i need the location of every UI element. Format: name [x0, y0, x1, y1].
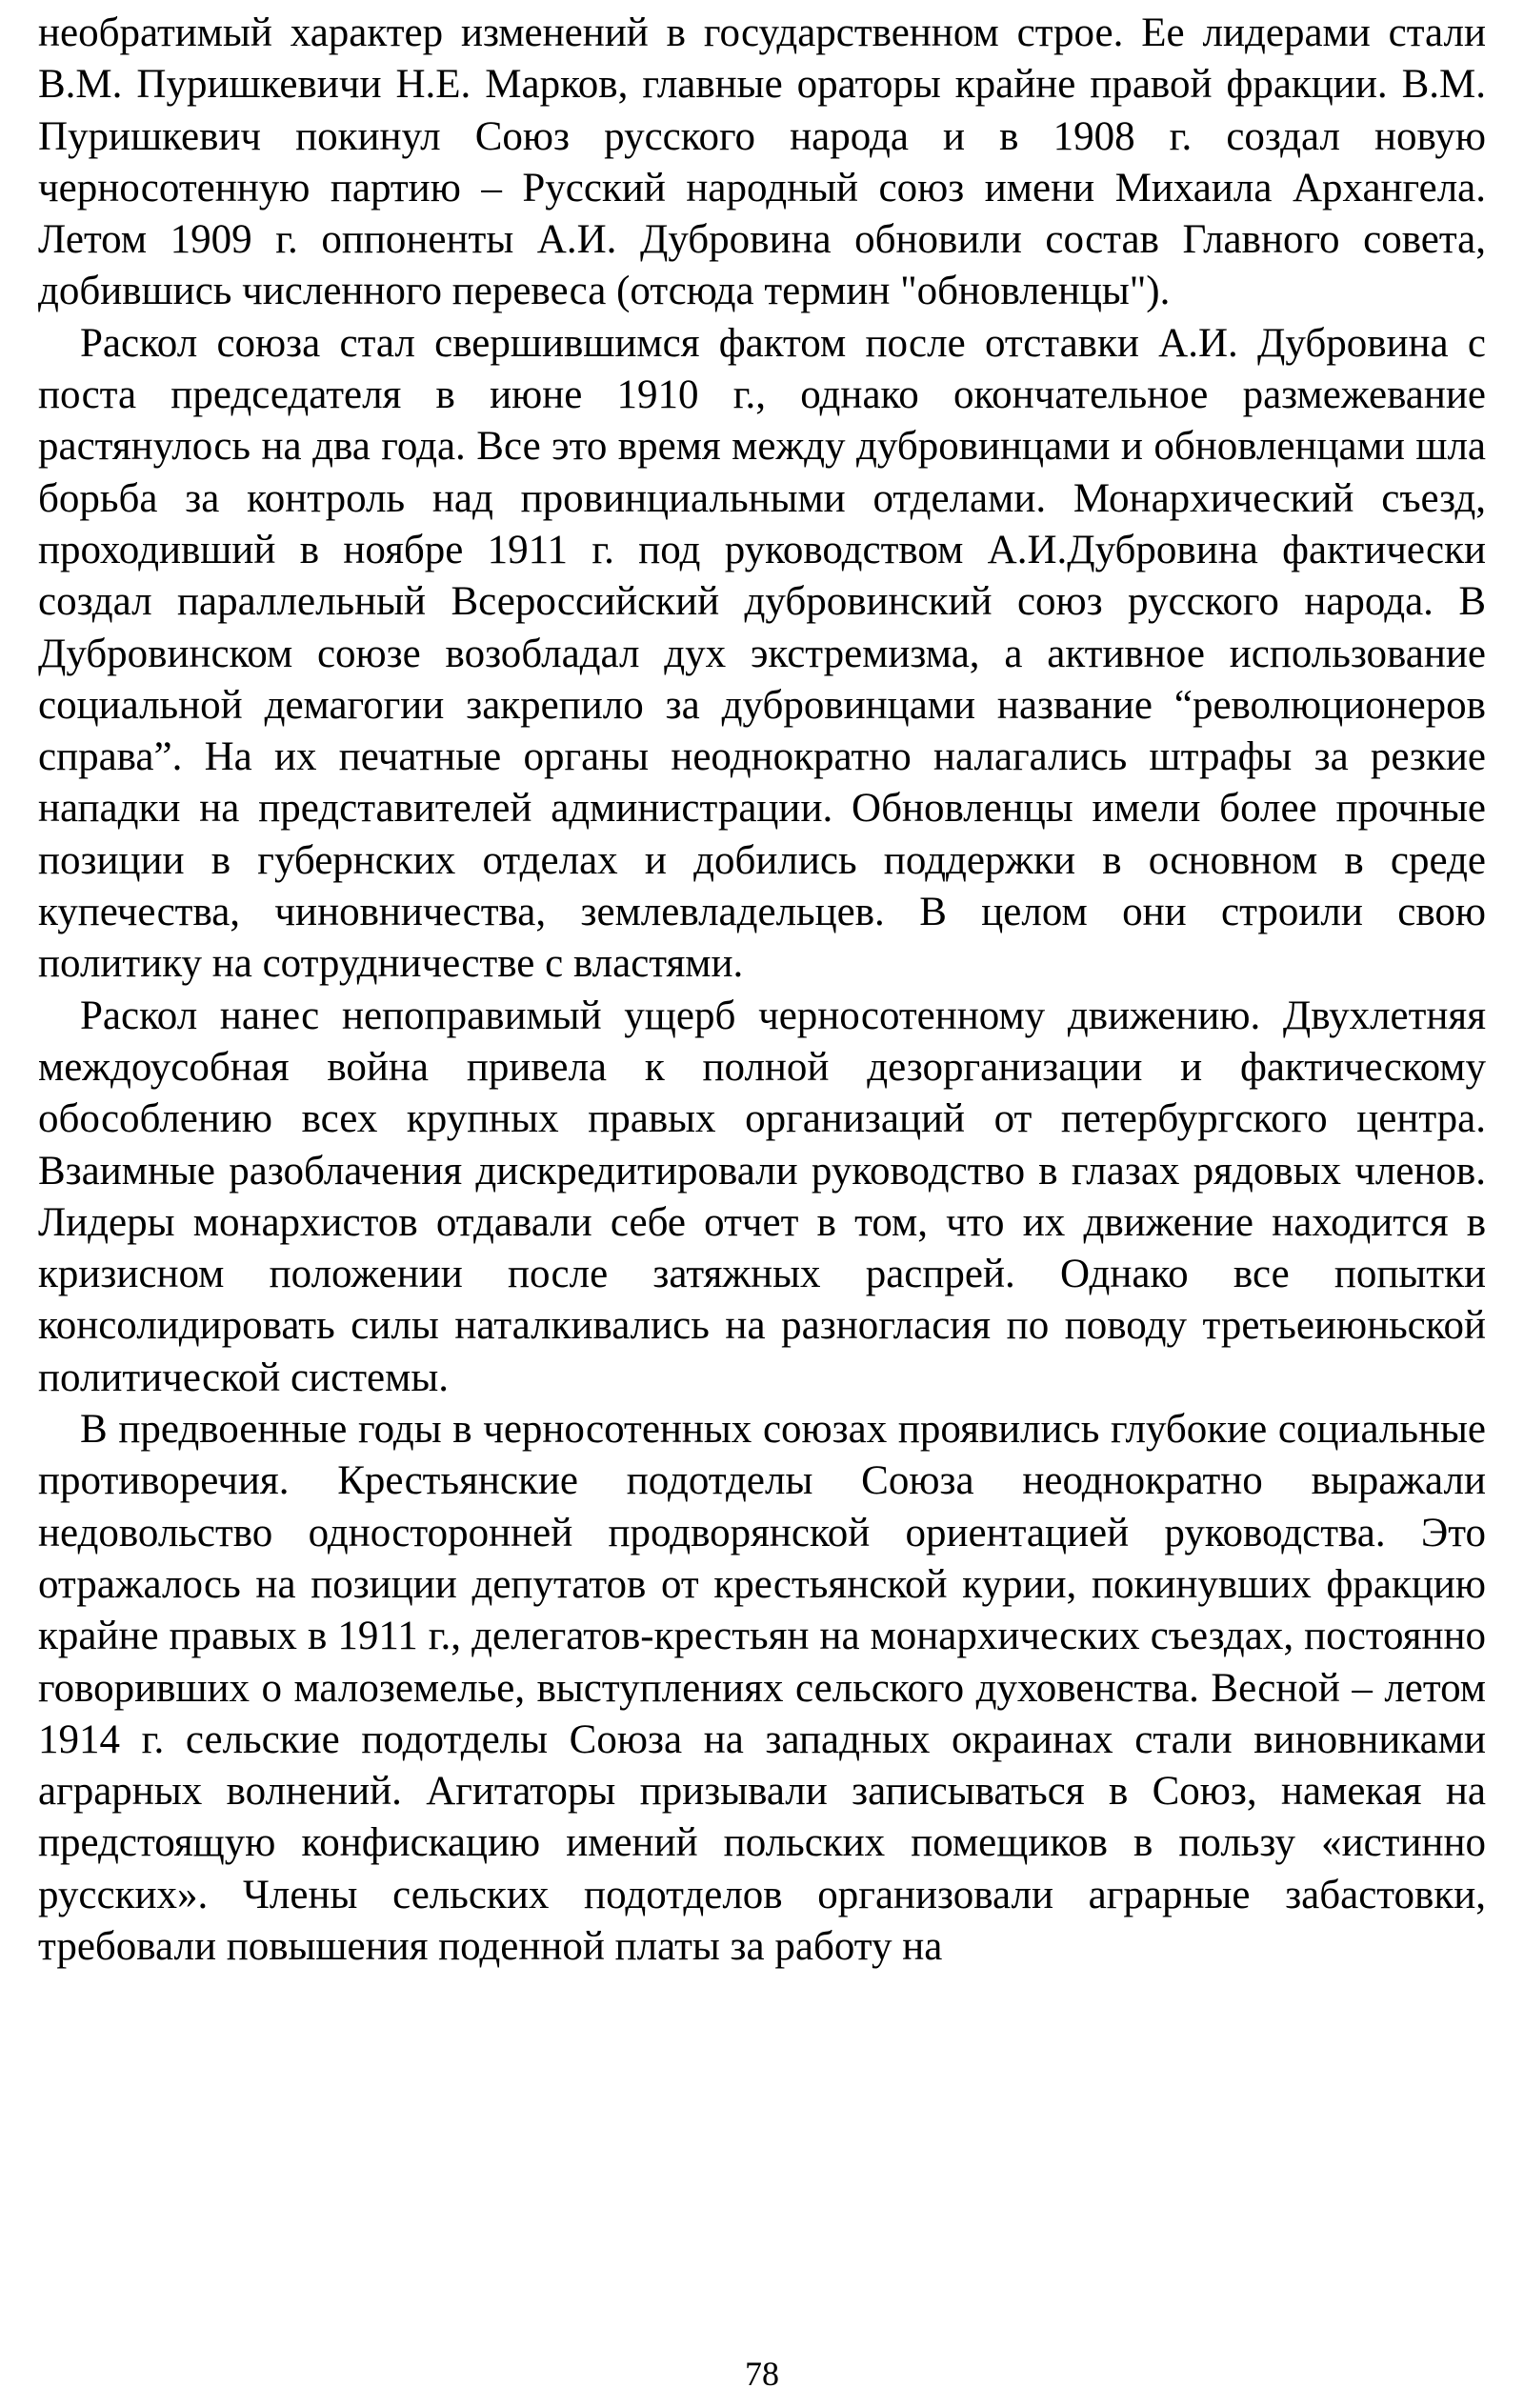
page-number: 78	[745, 2355, 779, 2393]
paragraph-damage: Раскол нанес непоправимый ущерб черносотенному движению. Двухлетняя междоусобная война привела к полной дезорганизации и фактическому обособлению всех крупных правых организаций от петербургского центра. Взаимные разоблачения дискредитировали руководство в глазах рядовых членов. Лидеры монархистов отдавали себе отчет в том, что их движение находится в кризисном положении после затяжных распрей. Однако все попытки консолидировать силы наталкивались на разногласия по поводу третьеиюньской политической системы.	[38, 993, 1486, 1400]
paragraph-continued: необратимый характер изменений в государственном строе. Ее лидерами стали В.М. Пуришкевичи Н.Е. Марков, главные ораторы крайне правой фракции. В.М. Пуришкевич покинул Союз русского народа и в 1908 г. создал новую черносотенную партию – Русский народный союз имени Михаила Архангела. Летом 1909 г. оппоненты А.И. Дубровина обновили состав Главного совета, добившись численного перевеса (отсюда термин "обновленцы").	[38, 10, 1486, 314]
document-body	[38, 8, 1486, 1973]
paragraph-schism: Раскол союза стал свершившимся фактом после отставки А.И. Дубровина с поста председателя в июне 1910 г., однако окончательное размежевание растянулось на два года. Все это время между дубровинцами и обновленцами шла борьба за контроль над провинциальными отделами. Монархический съезд, проходивший в ноябре 1911 г. под руководством А.И.Дубровина фактически создал параллельный Всероссийский дубровинский союз русского народа. В Дубровинском союзе возобладал дух экстремизма, а активное использование социальной демагогии закрепило за дубровинцами название “революционеров справа”. На их печатные органы неоднократно налагались штрафы за резкие нападки на представителей администрации. Обновленцы имели более прочные позиции в губернских отделах и добились поддержки в основном в среде купечества, чиновничества, землевладельцев. В целом они строили свою политику на сотрудничестве с властями.	[38, 320, 1486, 987]
paragraph-prewar: В предвоенные годы в черносотенных союзах проявились глубокие социальные противоречия. Крестьянские подотделы Союза неоднократно выражали недовольство односторонней продворянской ориентацией руководства. Это отражалось на позиции депутатов от крестьянской курии, покинувших фракцию крайне правых в 1911 г., делегатов-крестьян на монархических съездах, постоянно говоривших о малоземелье, выступлениях сельского духовенства. Весной – летом 1914 г. сельские подотделы Союза на западных окраинах стали виновниками аграрных волнений. Агитаторы призывали записываться в Союз, намекая на предстоящую конфискацию имений польских помещиков в пользу «истинно русских». Члены сельских подотделов организовали аграрные забастовки, требовали повышения поденной платы за работу на	[38, 1407, 1486, 1969]
